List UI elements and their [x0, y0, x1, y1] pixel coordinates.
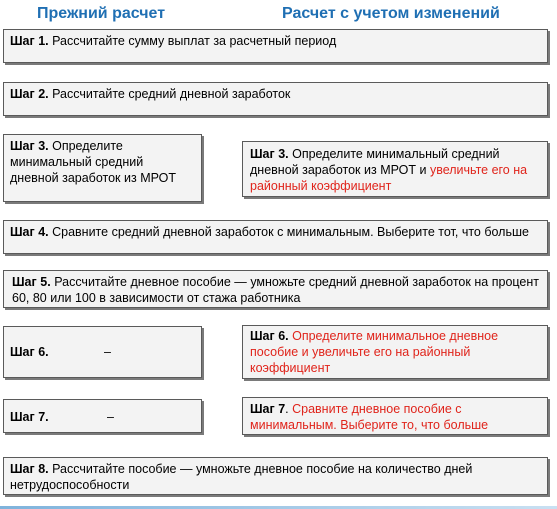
step-5-box [3, 270, 548, 308]
step-3-old-text: Определите минимальный средний дневной заработок из МРОТ [10, 139, 177, 185]
header-old-calculation: Прежний расчет [37, 5, 166, 22]
step-3-old-label: Шаг 3. [10, 139, 49, 153]
step-2-label: Шаг 2. [10, 87, 49, 101]
step-5-label: Шаг 5. [12, 275, 51, 289]
step-6-old-box [3, 326, 202, 378]
step-8-label: Шаг 8. [10, 462, 49, 476]
step-7-new-box [242, 397, 548, 435]
step-6-new-label: Шаг 6. [250, 329, 289, 343]
step-4-label: Шаг 4. [10, 225, 49, 239]
step-6-old-label: Шаг 6. [10, 345, 49, 359]
step-3-new-text: Определите минимальный средний дневной заработок из МРОТ и [250, 147, 500, 177]
step-1-text: Рассчитайте сумму выплат за расчетный период [48, 34, 337, 48]
step-2-box [3, 82, 548, 116]
step-8-box [3, 457, 548, 495]
step-7-old-label: Шаг 7. [10, 410, 49, 424]
step-7-new-period: . [285, 402, 289, 416]
step-4-box [3, 220, 548, 254]
step-6-new-highlight: Определите минимальное дневное пособие и увеличьте его на районный коэффициент [250, 329, 499, 375]
header-new-calculation: Расчет с учетом изменений [282, 5, 500, 22]
step-7-old-dash: – [107, 410, 114, 424]
step-1-box [3, 29, 548, 63]
step-7-new-highlight: Сравните дневное пособие с минимальным. Выберите то, что больше [250, 402, 489, 432]
step-2-text: Рассчитайте средний дневной заработок [48, 87, 291, 101]
step-6-old-dash: – [104, 345, 111, 359]
step-6-new-box [242, 325, 548, 379]
step-4-text: Сравните средний дневной заработок с минимальным. Выберите тот, что больше [48, 225, 529, 239]
step-3-new-box [242, 141, 548, 197]
step-1-label: Шаг 1. [10, 34, 49, 48]
step-3-old-box [3, 134, 202, 202]
step-5-text: Рассчитайте дневное пособие — умножьте средний дневной заработок на процент 60, 80 или 100 в зависимости от стажа работника [12, 275, 539, 305]
step-3-new-highlight: увеличьте его на районный коэффициент [250, 163, 528, 193]
step-8-text: Рассчитайте пособие — умножьте дневное пособие на количество дней нетрудоспособности [10, 462, 473, 492]
step-7-old-box [3, 399, 202, 433]
step-3-new-label: Шаг 3. [250, 147, 289, 161]
step-7-new-label: Шаг 7 [250, 402, 286, 416]
